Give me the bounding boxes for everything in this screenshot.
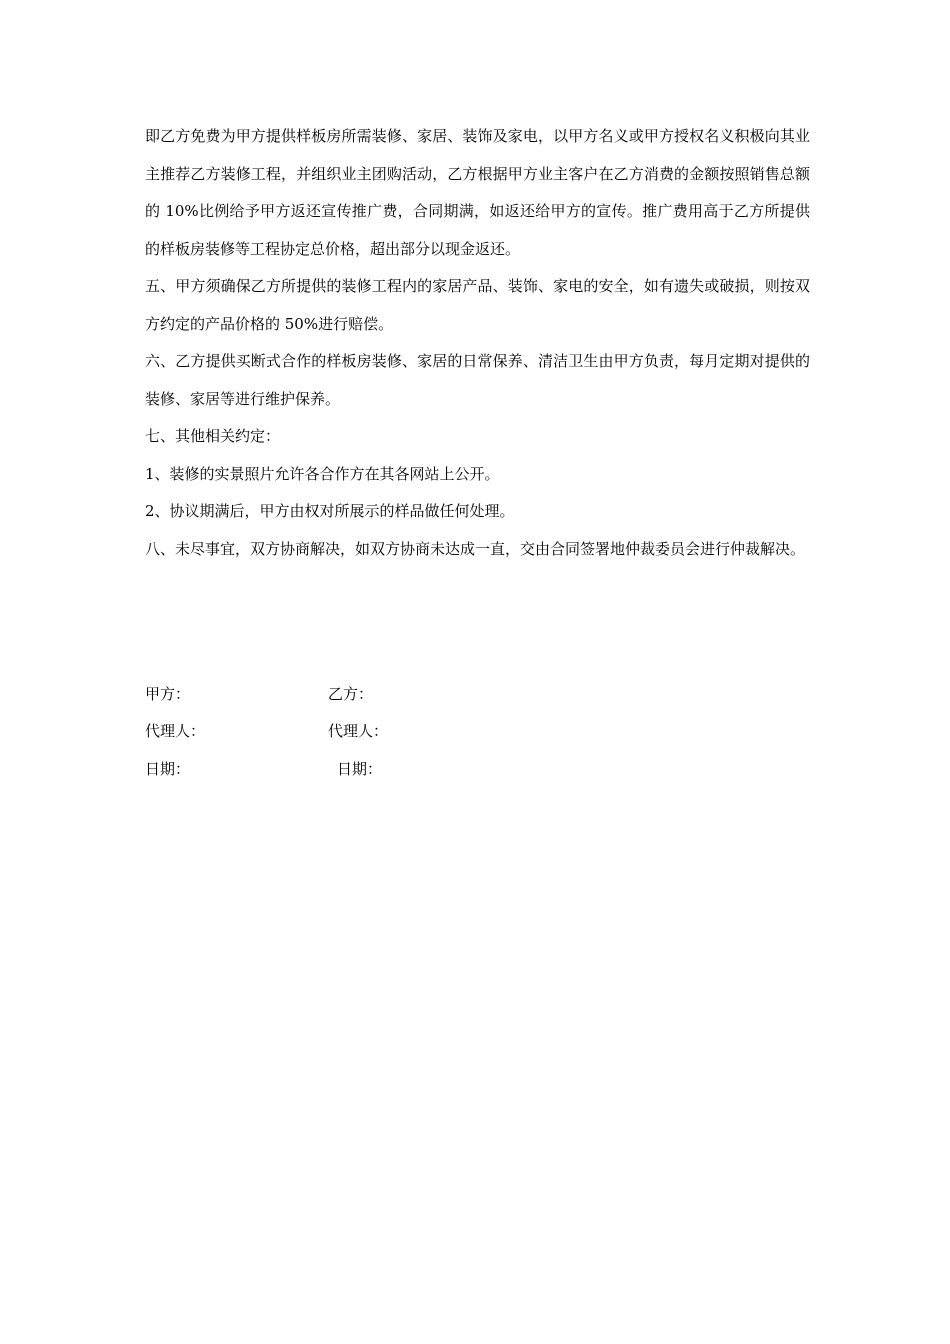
paragraph-clause-7-item-1: 1、装修的实景照片允许各合作方在其各网站上公开。 <box>145 464 500 483</box>
paragraph-clause-7-heading: 七、其他相关约定： <box>145 427 281 445</box>
contract-body <box>145 118 810 568</box>
party-b-label: 乙方： <box>328 685 374 703</box>
paragraph-clause-8: 八、未尽事宜，双方协商解决，如双方协商未达成一直，交由合同签署地仲裁委员会进行仲裁解决。 <box>145 539 806 558</box>
party-b-date-label: 日期： <box>337 760 383 778</box>
party-b-agent-label: 代理人： <box>328 722 389 740</box>
party-a-agent-label: 代理人： <box>145 722 206 740</box>
paragraph-clause-7-item-2: 2、协议期满后，甲方由权对所展示的样品做任何处理。 <box>145 502 515 520</box>
paragraph-promotion-terms: 即乙方免费为甲方提供样板房所需装修、家居、装饰及家电，以甲方名义或甲方授权名义积极向其业主推荐乙方装修工程，并组织业主团购活动，乙方根据甲方业主客户在乙方消费的金额按照销售总额的 10%比例给予甲方返还宣传推广费，合同期满，如返还给甲方的宣传。推广费用高于乙方所提供的样板房装修等工程协定总价格，超出部分以现金返还。 <box>145 127 810 258</box>
party-a-date-label: 日期： <box>145 760 191 778</box>
paragraph-clause-6: 六、乙方提供买断式合作的样板房装修、家居的日常保养、清洁卫生由甲方负责，每月定期对提供的装修、家居等进行维护保养。 <box>145 352 810 408</box>
party-a-label: 甲方： <box>145 685 191 703</box>
paragraph-clause-5: 五、甲方须确保乙方所提供的装修工程内的家居产品、装饰、家电的安全，如有遗失或破损，则按双方约定的产品价格的 50%进行赔偿。 <box>145 277 810 333</box>
